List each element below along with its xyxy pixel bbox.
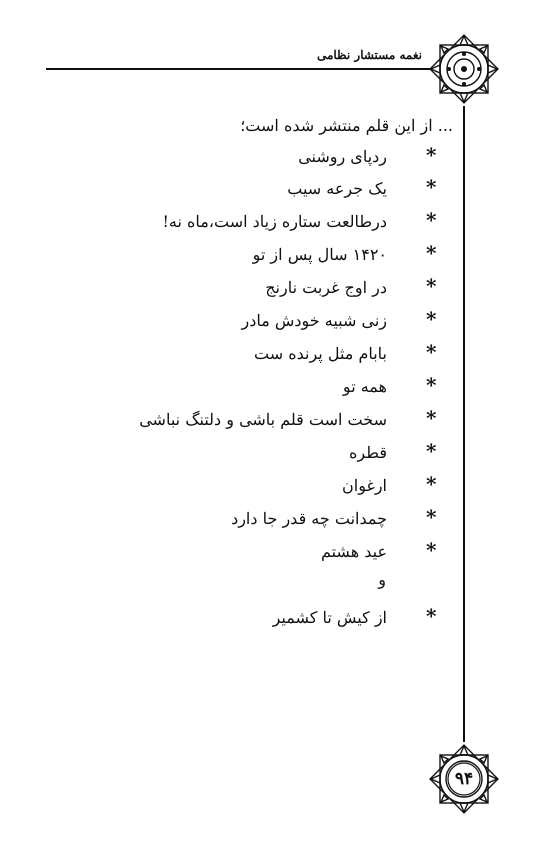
bullet-asterisk-icon: * — [426, 472, 437, 496]
bullet-asterisk-icon: * — [426, 439, 437, 463]
book-list-item — [0, 538, 550, 570]
book-list-item — [0, 307, 550, 339]
book-title: همه تو — [342, 377, 387, 396]
top-ornament-icon — [423, 28, 505, 110]
book-title: از کیش تا کشمیر — [272, 608, 387, 627]
bullet-asterisk-icon: * — [426, 406, 437, 430]
intro-text: ... از این قلم منتشر شده است؛ — [240, 116, 453, 135]
conjunction-text: و — [378, 570, 386, 589]
book-list-item — [0, 175, 550, 207]
book-list-item — [0, 439, 550, 471]
header-rule — [46, 68, 430, 70]
book-list-item — [0, 373, 550, 405]
book-title: زنی شبیه خودش مادر — [241, 311, 387, 330]
page-number: ۹۴ — [454, 769, 474, 789]
bullet-asterisk-icon: * — [426, 505, 437, 529]
book-list-item — [0, 505, 550, 537]
book-title: ۱۴۲۰ سال پس از تو — [252, 245, 387, 264]
bullet-asterisk-icon: * — [426, 307, 437, 331]
bullet-asterisk-icon: * — [426, 143, 437, 167]
book-title: سخت است قلم باشی و دلتنگ نباشی — [139, 410, 387, 429]
book-title: ردپای روشنی — [298, 147, 387, 166]
book-list-item — [0, 241, 550, 273]
bullet-asterisk-icon: * — [426, 175, 437, 199]
book-list-item — [0, 604, 550, 636]
bullet-asterisk-icon: * — [426, 538, 437, 562]
running-header-title: نغمه مستشار نظامی — [316, 48, 422, 62]
book-title: در اوج غربت نارنج — [265, 278, 387, 297]
bullet-asterisk-icon: * — [426, 604, 437, 628]
book-title: درطالعت ستاره زیاد است،ماه نه! — [162, 212, 387, 231]
bullet-asterisk-icon: * — [426, 340, 437, 364]
book-title: قطره — [349, 443, 387, 462]
book-list-item — [0, 274, 550, 306]
bullet-asterisk-icon: * — [426, 373, 437, 397]
book-title: عید هشتم — [320, 542, 387, 561]
book-list-item — [0, 208, 550, 240]
book-list-item — [0, 472, 550, 504]
book-list-item — [0, 143, 550, 175]
bullet-asterisk-icon: * — [426, 208, 437, 232]
book-list-item — [0, 406, 550, 438]
book-list-item — [0, 340, 550, 372]
book-list — [0, 143, 550, 643]
book-title: یک جرعه سیب — [287, 179, 387, 198]
book-title: ارغوان — [342, 476, 387, 495]
bullet-asterisk-icon: * — [426, 274, 437, 298]
bullet-asterisk-icon: * — [426, 241, 437, 265]
book-title: بابام مثل پرنده ست — [254, 344, 387, 363]
book-title: چمدانت چه قدر جا دارد — [231, 509, 387, 528]
